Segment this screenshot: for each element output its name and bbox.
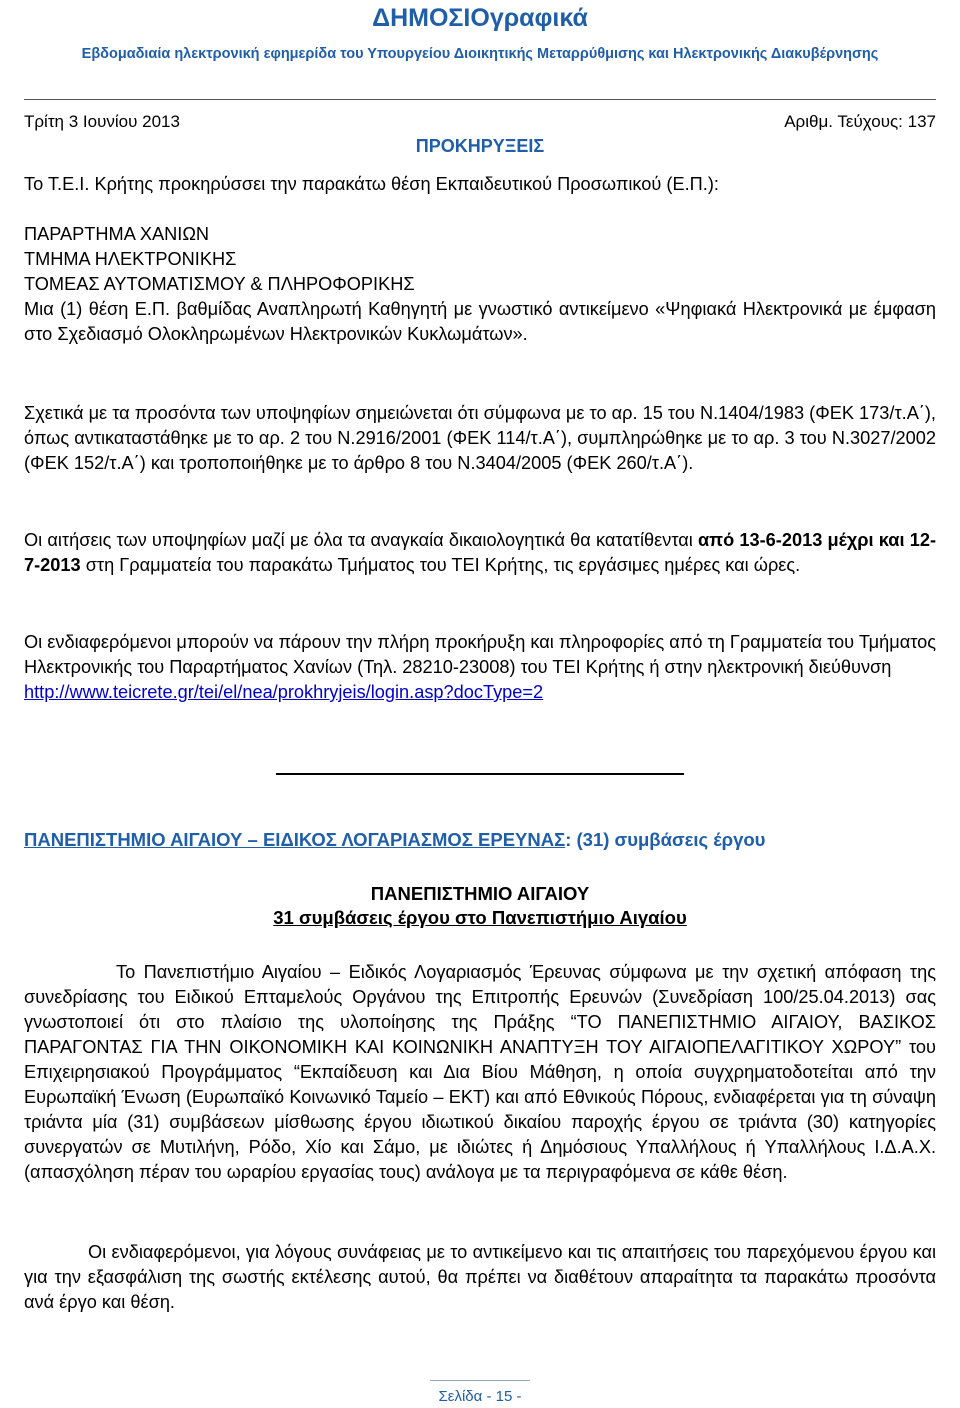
masthead-divider [24,99,936,100]
aegean-paragraph-1: Το Πανεπιστήμιο Αιγαίου – Ειδικός Λογαριασμός Έρευνας σύμφωνα με την σχετική απόφαση της συνεδρίασης του Ειδικού Επταμελούς Οργάνου της Επιτροπής Ερευνών (Συνεδρίαση 100/25.04.2013) σας γνωστοποιεί ότι στο πλαίσιο της υλοποίησης της Πράξης “ΤΟ ΠΑΝΕΠΙΣΤΗΜΙΟ ΑΙΓΑΙΟΥ, ΒΑΣΙΚΟΣ ΠΑΡΑΓΟΝΤΑΣ ΓΙΑ ΤΗΝ ΟΙΚΟΝΟΜΙΚΗ ΚΑΙ ΚΟΙΝΩΝΙΚΗ ΑΝΑΠΤΥΞΗ ΤΟΥ ΑΙΓΑΙΟΠΕΛΑΓΙΤΙΚΟΥ ΧΩΡΟΥ” του Επιχειρησιακού Προγράμματος “Εκπαίδευση και Δια Βίου Μάθηση, η οποία συγχρηματοδοτείται από την Ευρωπαϊκή Ένωση (Ευρωπαϊκό Κοινωνικό Ταμείο – ΕΚΤ) και από Εθνικούς Πόρους, ενδιαφέρεται για τη σύναψη τριάντα μία (31) συμβάσεων μίσθωσης έργου ιδιωτικού δικαίου παροχής έργου σε τριάντα (30) κατηγορίες συνεργατών σε Μυτιλήνη, Ρόδο, Χίο και Σάμο, με ιδιώτες ή Δημόσιους Υπαλλήλους ή Υπαλλήλους Ι.Δ.Α.Χ. (απασχόληση πέραν του ωραρίου εργασίας τους) ανάλογα με τα περιγραφόμενα σε κάθε θέση. [24,962,936,1182]
issue-meta-row [24,111,936,133]
announcement-link[interactable]: http://www.teicrete.gr/tei/el/nea/prokhryjeis/login.asp?docType=2 [24,682,544,702]
tei-qualifications-note: Σχετικά με τα προσόντα των υποψηφίων σημειώνεται ότι σύμφωνα με το αρ. 15 του Ν.1404/1983 (ΦΕΚ 173/τ.Α΄), όπως αντικαταστάθηκε με το αρ. 2 του Ν.2916/2001 (ΦΕΚ 114/τ.Α΄), συμπληρώθηκε με το αρ. 3 του Ν.3027/2002 (ΦΕΚ 152/τ.Α΄) και τροποποιήθηκε με το άρθρο 8 του Ν.3404/2005 (ΦΕΚ 260/τ.Α΄). [24,403,936,473]
tei-sector: ΤΟΜΕΑΣ ΑΥΤΟΜΑΤΙΣΜΟΥ & ΠΛΗΡΟΦΟΡΙΚΗΣ [24,274,415,294]
aegean-heading-rest: : (31) συμβάσεις έργου [565,829,766,850]
tei-intro: Το Τ.Ε.Ι. Κρήτης προκηρύσσει την παρακάτω θέση Εκπαιδευτικού Προσωπικού (Ε.Π.): [24,174,719,194]
section-divider [276,773,684,775]
tei-applications [24,528,936,578]
tei-position: Μια (1) θέση Ε.Π. βαθμίδας Αναπληρωτή Καθηγητή με γνωστικό αντικείμενο «Ψηφιακά Ηλεκτρονικά με έμφαση στο Σχεδιασμό Ολοκληρωμένων Ηλεκτρονικών Κυκλωμάτων». [24,299,936,344]
footer-divider [430,1380,530,1381]
tei-contact [24,630,936,705]
publication-title: ΔΗΜΟΣΙΟγραφικά [372,4,588,32]
aegean-title-line1: ΠΑΝΕΠΙΣΤΗΜΙΟ ΑΙΓΑΙΟΥ [370,883,590,904]
issue-number: Αριθμ. Τεύχους: 137 [784,112,936,131]
publication-subtitle: Εβδομαδιαία ηλεκτρονική εφημερίδα του Υπουργείου Διοικητικής Μεταρρύθμισης και Ηλεκτρονικής Διακυβέρνησης [81,46,879,62]
aegean-title-block [24,882,936,930]
aegean-paragraph-2: Οι ενδιαφερόμενοι, για λόγους συνάφειας με το αντικείμενο και τις απαιτήσεις του παρεχόμενου έργου και για την εξασφάλιση της σωστής εκτέλεσης αυτού, θα πρέπει να διαθέτουν απαραίτητα τα παρακάτω προσόντα ανά έργο και θέση. [24,1242,936,1312]
tei-branch: ΠΑΡΑΡΤΗΜΑ ΧΑΝΙΩΝ [24,224,210,244]
aegean-heading [24,828,936,852]
page-number: Σελίδα - 15 - [438,1388,522,1405]
tei-header-block [24,222,936,297]
issue-date: Τρίτη 3 Ιουνίου 2013 [24,112,180,131]
applications-text-pre: Οι αιτήσεις των υποψηφίων μαζί με όλα τα αναγκαία δικαιολογητικά θα κατατίθενται [24,530,698,550]
aegean-title-line2: 31 συμβάσεις έργου στο Πανεπιστήμιο Αιγαίου [273,907,687,928]
applications-text-post: στη Γραμματεία του παρακάτω Τμήματος του ΤΕΙ Κρήτης, τις εργάσιμες ημέρες και ώρες. [80,555,801,575]
aegean-heading-underlined: ΠΑΝΕΠΙΣΤΗΜΙΟ ΑΙΓΑΙΟΥ – ΕΙΔΙΚΟΣ ΛΟΓΑΡΙΑΣΜΟΣ ΕΡΕΥΝΑΣ [24,829,566,850]
section-title: ΠΡΟΚΗΡΥΞΕΙΣ [415,136,545,156]
applications-dates: από 13-6-2013 μέχρι και 12-7-2013 [24,530,936,575]
contact-text: Οι ενδιαφερόμενοι μπορούν να πάρουν την πλήρη προκήρυξη και πληροφορίες από τη Γραμματεία του Τμήματος Ηλεκτρονικής του Παραρτήματος Χανίων (Τηλ. 28210-23008) του ΤΕΙ Κρήτης ή στην ηλεκτρονική διεύθυνση [24,632,937,677]
tei-department: ΤΜΗΜΑ ΗΛΕΚΤΡΟΝΙΚΗΣ [24,249,237,269]
